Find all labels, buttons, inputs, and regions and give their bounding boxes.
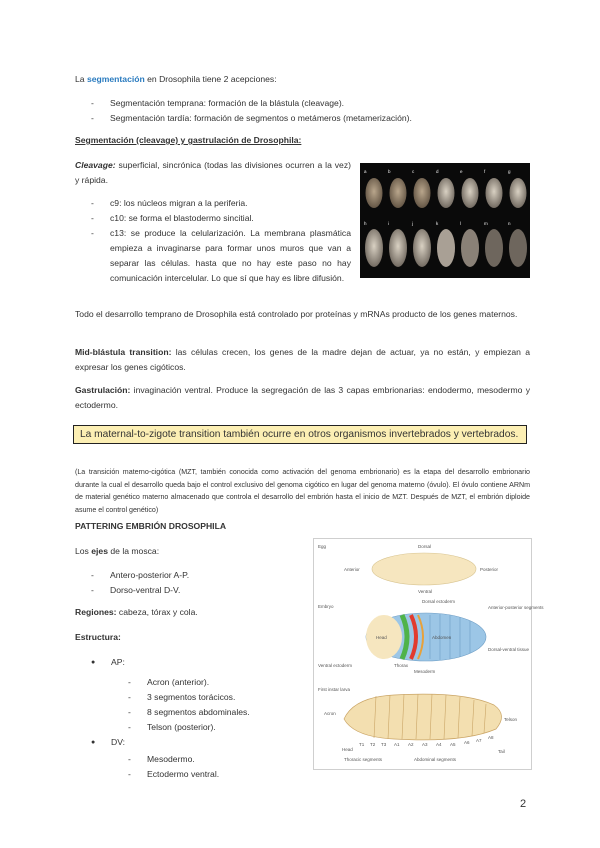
gastrulacion-paragraph <box>75 383 530 413</box>
fig-label-acron: Acron <box>324 711 336 716</box>
gastrulacion-text: invaginación ventral. Produce la segregación de las 3 capas embrionarias: endodermo, mesodermo y ectodermo. <box>75 385 530 410</box>
fig-label-telson: Telson <box>504 717 518 722</box>
list-item: - Acron (anterior). <box>128 675 291 690</box>
segment-label: A3 <box>422 742 428 747</box>
list-item: - Ectodermo ventral. <box>128 767 291 782</box>
embryo-row-bottom <box>365 229 527 267</box>
segment-label: T1 <box>359 742 365 747</box>
fig-label-head: Head <box>376 635 387 640</box>
maternal-paragraph: Todo el desarrollo temprano de Drosophila está controlado por proteínas y mRNAs producto de los genes maternos. <box>75 309 518 319</box>
photo-label: h <box>364 221 367 226</box>
embryo-row-top <box>366 178 527 208</box>
list-item: - c13: se produce la celularización. La membrana plasmática empieza a invaginarse para formar unos muros que van a separar las células. hasta que no hay este paso no hay comunicación intercelular. Lo que sí que hay es libre difusión. <box>91 226 351 286</box>
photo-label: d <box>436 169 439 174</box>
photo-label: l <box>460 221 461 226</box>
segment-label: A4 <box>436 742 442 747</box>
fig-label-tail: Tail <box>498 749 505 754</box>
fig-label-larva: First instar larva <box>318 687 351 692</box>
highlight-box: La maternal-to-zigote transition también ocurre en otros organismos invertebrados y vertebrados. <box>73 425 527 444</box>
fig-label-posterior: Posterior <box>480 567 499 572</box>
pattering-heading: PATTERING EMBRIÓN DROSOPHILA <box>75 521 227 531</box>
list-item: - Segmentación temprana: formación de la blástula (cleavage). <box>91 96 531 111</box>
photo-label: e <box>460 169 463 174</box>
list-item: - Mesodermo. <box>128 752 291 767</box>
fig-label-thoracic: Thoracic segments <box>344 757 383 762</box>
dv-label: DV: <box>111 737 126 747</box>
segment-label: T2 <box>370 742 376 747</box>
midblastula-term: Mid-blástula transition: <box>75 347 172 357</box>
dv-sublist <box>128 752 291 782</box>
photo-label: b <box>388 169 391 174</box>
photo-label: k <box>436 221 439 226</box>
fig-left-top-label: Dorsal ectoderm <box>422 599 456 604</box>
segment-label: A1 <box>394 742 400 747</box>
photo-label: m <box>484 221 488 226</box>
ejes-pre: Los <box>75 546 92 556</box>
cleavage-paragraph <box>75 158 351 188</box>
egg-shape <box>372 553 476 585</box>
photo-label: c <box>412 169 415 174</box>
cleavage-text: superficial, sincrónica (todas las divisiones ocurren a la vez) y rápida. <box>75 160 351 185</box>
regiones-term: Regiones: <box>75 607 117 617</box>
mzt-note: (La transición materno-cigótica (MZT, también conocida como activación del genoma embrionario) es la etapa del desarrollo embrionario durante la cual el desarrollo queda bajo el control exclusivo del genoma cigótico en lugar del genoma materno (óvulo). El óvulo contiene ARNm de material genético materno almacenado que controla el desarrollo del embrión hasta el inicio de MZT. Después de MZT, el embrión diploide asume el control genético) <box>75 468 530 514</box>
larva-shape <box>344 694 502 740</box>
cleavage-term: Cleavage: <box>75 160 116 170</box>
intro-post: en Drosophila tiene 2 acepciones: <box>144 74 277 84</box>
cleavage-list <box>91 196 351 286</box>
figure-graphic <box>314 539 544 769</box>
drosophila-axes-figure <box>313 538 544 770</box>
segment-label: A7 <box>476 738 482 743</box>
segment-label: A2 <box>408 742 414 747</box>
photo-label: n <box>508 221 511 226</box>
segment-label: A5 <box>450 742 456 747</box>
segment-label: A6 <box>464 740 470 745</box>
ejes-list <box>91 568 291 598</box>
ejes-line <box>75 544 159 559</box>
intro-pre: La <box>75 74 87 84</box>
list-item: - 3 segmentos torácicos. <box>128 690 291 705</box>
regiones-line <box>75 605 198 620</box>
ejes-bold: ejes <box>91 546 108 556</box>
regiones-text: cabeza, tórax y cola. <box>116 607 198 617</box>
list-item: - c10: se forma el blastodermo sincitial. <box>91 211 351 226</box>
gastrulacion-term: Gastrulación: <box>75 385 131 395</box>
midblastula-paragraph <box>75 345 530 375</box>
embryo-photo-graphic <box>360 163 530 278</box>
ap-label: AP: <box>111 657 125 667</box>
ap-sublist <box>128 675 291 735</box>
fig-label-ventral: Ventral <box>418 589 433 594</box>
list-item: - c9: los núcleos migran a la periferia. <box>91 196 351 211</box>
segmentacion-link[interactable]: segmentación <box>86 74 145 84</box>
estructura-list <box>91 655 291 782</box>
photo-label: f <box>484 169 486 174</box>
photo-label: i <box>388 221 389 226</box>
acepciones-list <box>91 96 531 126</box>
fig-label-head-seg: Head <box>342 747 353 752</box>
fig-label-embryo: Embryo <box>318 604 334 609</box>
fig-label-abdominal: Abdominal segments <box>414 757 457 762</box>
list-item: - Segmentación tardía: formación de segmentos o metámeros (metamerización). <box>91 111 531 126</box>
list-item: - 8 segmentos abdominales. <box>128 705 291 720</box>
midblastula-text: las células crecen, los genes de la madre dejan de actuar, ya no están, y empiezan a expresar los genes cigóticos. <box>75 347 531 372</box>
estructura-heading: Estructura: <box>75 632 121 642</box>
fig-label-anterior: Anterior <box>344 567 360 572</box>
list-item: - Antero-posterior A-P. <box>91 568 291 583</box>
fig-label-abdomen: Abdomen <box>432 635 452 640</box>
fig-label-egg: Egg <box>318 544 327 549</box>
list-item: - Telson (posterior). <box>128 720 291 735</box>
intro-line <box>75 72 535 87</box>
fig-label-mesoderm: Mesoderm <box>414 669 436 674</box>
segment-label: T3 <box>381 742 387 747</box>
section-heading-cleavage: Segmentación (cleavage) y gastrulación de Drosophila: <box>75 135 302 145</box>
segment-label: A8 <box>488 735 494 740</box>
list-item: - Dorso-ventral D-V. <box>91 583 291 598</box>
page-number: 2 <box>520 798 527 810</box>
fig-right-label: Dorsal-ventral tissue <box>488 647 530 652</box>
list-item <box>91 655 291 735</box>
fig-label-dorsal: Dorsal <box>418 544 432 549</box>
fig-label-thorax: Thorax <box>394 663 409 668</box>
photo-label: g <box>508 169 511 174</box>
photo-label: a <box>364 169 367 174</box>
ejes-post: de la mosca: <box>107 546 160 556</box>
photo-label: j <box>412 221 413 226</box>
list-item <box>91 735 291 782</box>
fig-left-bottom-label: Ventral ectoderm <box>318 663 353 668</box>
embryo-photo <box>360 163 530 278</box>
fig-right-label: Anterior-posterior segments <box>488 605 544 610</box>
